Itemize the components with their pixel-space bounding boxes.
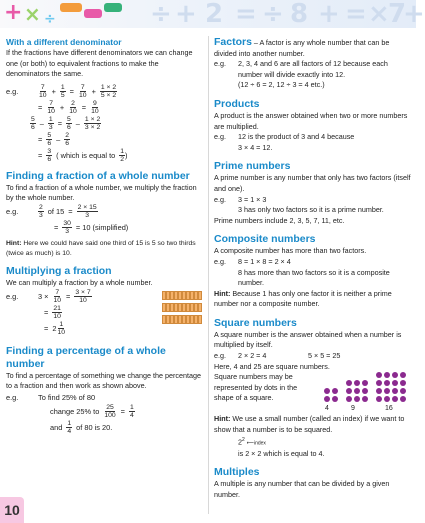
hint-text: We use a small number (called an index) if we want to show that a number is to be squared. xyxy=(214,414,405,434)
times-icon: × xyxy=(24,2,41,26)
square-dot xyxy=(400,380,406,386)
fraction: $\frac{1}{5}$ xyxy=(60,84,65,100)
square-dot xyxy=(376,396,382,402)
section-title-different-denominator: With a different denominator xyxy=(6,37,122,47)
tenth-cell xyxy=(198,303,202,312)
badge xyxy=(60,3,82,12)
square-dot xyxy=(324,388,330,394)
divide-icon: ÷ xyxy=(44,11,56,27)
eg-label: e.g. xyxy=(6,207,19,217)
index-exponent: 2 xyxy=(242,437,245,444)
section-title-multiples: Multiples xyxy=(214,466,260,479)
square-dot xyxy=(346,396,352,402)
square-example-text: 2 × 2 = 4 xyxy=(238,351,267,361)
paragraph: A product is the answer obtained when two or more numbers are multiplied. xyxy=(214,110,408,131)
square-dot xyxy=(376,372,382,378)
tenth-cell xyxy=(198,315,202,324)
left-column xyxy=(6,37,202,436)
hint-label: Hint: xyxy=(214,414,231,424)
paragraph: A composite number has more than two factors. xyxy=(214,246,367,256)
eg-label: e.g. xyxy=(6,393,19,403)
section-title-square: Square numbers xyxy=(214,316,297,329)
square-dot xyxy=(392,380,398,386)
composite-example-text: 8 = 1 × 8 = 2 × 4 xyxy=(238,256,291,266)
paragraph: If the fractions have different denominators we can change one (or both) to equivalent fractions to make the denominators the same. xyxy=(6,48,193,79)
fraction: $\frac{5}{6}$ xyxy=(47,132,52,148)
fraction: $\frac{5}{6}$ xyxy=(67,116,71,132)
maths-symbols-logo xyxy=(2,1,122,27)
square-dot xyxy=(332,396,338,402)
band-glyph: 2 xyxy=(205,0,224,29)
paragraph: A prime number is any number that only has two factors (itself and one). xyxy=(214,173,411,193)
primes-example xyxy=(214,195,414,216)
square-dot xyxy=(376,380,382,386)
index-example xyxy=(214,435,414,449)
square-dot xyxy=(354,396,360,402)
fraction: $\frac{7}{10}$ xyxy=(39,84,47,100)
fraction: $\frac{3 \times 7}{10}$ xyxy=(75,289,91,305)
square-dot xyxy=(362,396,368,402)
products-example xyxy=(214,132,414,153)
primes-example-text: 3 = 1 × 3 xyxy=(238,194,267,204)
square-dot xyxy=(384,396,390,402)
section-title-products: Products xyxy=(214,97,260,110)
band-glyph: + xyxy=(403,0,425,29)
eg-label: e.g. xyxy=(214,194,226,204)
hint-fraction xyxy=(6,239,202,259)
fraction: $\frac{21}{10}$ xyxy=(53,305,61,321)
page-number: 10 xyxy=(4,502,20,518)
square-dot xyxy=(354,388,360,394)
square-example xyxy=(214,351,414,362)
worked-example-multiply: e.g. 3 × $\frac{7}{10}$ = $\frac{3 \times 7}{10}$ = $\frac{21}{10}$ = 2 $\frac{1}{10}$ xyxy=(6,289,202,337)
square-dot xyxy=(400,372,406,378)
factors-example xyxy=(214,59,414,91)
fraction: $\frac{7}{10}$ xyxy=(53,289,62,305)
factors-example-text: (12 ÷ 6 = 2, 12 ÷ 3 = 4 etc.) xyxy=(238,80,325,90)
square-dot xyxy=(324,396,330,402)
square-dot xyxy=(384,380,390,386)
band-glyph: 7 xyxy=(388,0,407,29)
dot-label: 9 xyxy=(351,405,355,413)
square-dot xyxy=(332,388,338,394)
band-glyph: = xyxy=(345,0,367,29)
hint-text: Because 1 has only one factor it is neither a prime number nor a composite number. xyxy=(214,288,392,309)
fraction: $\frac{2}{6}$ xyxy=(65,132,70,148)
paragraph: A multiple is any number that can be divided by a given number. xyxy=(214,479,390,499)
band-glyph: = xyxy=(235,0,257,29)
factors-paragraph xyxy=(214,37,414,59)
section-title-fraction-of-whole: Finding a fraction of a whole number xyxy=(6,169,190,182)
fraction: $\frac{30}{3}$ xyxy=(63,220,71,236)
factors-example-text: 2, 3, 4 and 6 are all factors of 12 because each number will divide exactly into 12. xyxy=(238,59,388,79)
products-example-text: 12 is the product of 3 and 4 because xyxy=(238,132,355,142)
index-arrow: ⟵ xyxy=(246,440,254,447)
composite-example xyxy=(214,257,414,289)
index-example xyxy=(214,449,414,460)
square-dot xyxy=(392,396,398,402)
percentage-result: of 80 is 20. xyxy=(76,423,113,433)
dot-label: 16 xyxy=(385,405,393,413)
hint-square xyxy=(214,414,414,435)
band-glyph: + xyxy=(175,0,197,29)
eg-label: e.g. xyxy=(6,87,19,97)
badge xyxy=(84,9,102,18)
fraction: $\frac{1}{3}$ xyxy=(48,116,53,132)
dot-label: 4 xyxy=(325,405,329,413)
page-number-tab xyxy=(0,497,24,523)
paragraph: To find a percentage of something we change the percentage to a fraction and then work as shown above. xyxy=(6,370,201,391)
eg-label: e.g. xyxy=(214,59,226,69)
primes-example-text: 3 has only two factors so it is a prime number. xyxy=(238,205,384,215)
square-dots-description: Square numbers may be represented by dots in the shape of a square. xyxy=(214,372,298,403)
fraction: $\frac{7}{10}$ xyxy=(79,84,87,100)
fraction: $\frac{3}{6}$ xyxy=(47,148,52,164)
plus-icon: + xyxy=(4,0,23,25)
square-dot xyxy=(346,388,352,394)
fraction: $\frac{1}{2}$ xyxy=(120,148,125,164)
fraction: $\frac{1}{10}$ xyxy=(57,321,66,337)
square-dots-block xyxy=(214,372,414,414)
fraction: $\frac{1 \times 2}{5 \times 2}$ xyxy=(100,84,117,100)
fraction: $\frac{7}{10}$ xyxy=(47,100,55,116)
eg-label: e.g. xyxy=(214,256,226,266)
index-notation xyxy=(238,435,266,449)
paragraph: A square number is the answer obtained when a number is multiplied by itself. xyxy=(214,329,402,350)
factors-definition: – A factor is any whole number that can be divided into another number. xyxy=(214,38,390,58)
percentage-step: To find 25% of 80 xyxy=(38,393,96,403)
right-column xyxy=(214,37,414,500)
square-example-note: Here, 4 and 25 are square numbers. xyxy=(214,361,330,371)
fraction: $\frac{9}{10}$ xyxy=(91,100,99,116)
square-dot xyxy=(400,396,406,402)
section-title-factors: Factors xyxy=(214,36,252,48)
square-dot xyxy=(362,380,368,386)
worked-example-percentage: e.g. To find 25% of 80 change 25% to $\frac{25}{100}$ = $\frac{1}{4}$ and $\frac{1}{4}$ of 80 is 20. xyxy=(6,393,134,436)
band-glyph: ÷ xyxy=(262,0,284,29)
square-dot xyxy=(384,388,390,394)
header-band xyxy=(0,0,425,29)
fraction: $\frac{1 \times 2}{3 \times 2}$ xyxy=(84,116,101,132)
eg-label: e.g. xyxy=(6,292,19,302)
section-title-percentage: Finding a percentage of a whole number xyxy=(6,344,166,370)
hint-label: Hint: xyxy=(214,288,231,298)
fraction: $\frac{1}{4}$ xyxy=(67,420,72,436)
band-glyph: ÷ xyxy=(150,0,172,29)
band-glyph: + xyxy=(318,0,340,29)
section-title-composite: Composite numbers xyxy=(214,233,316,246)
fraction: $\frac{2}{3}$ xyxy=(39,204,43,220)
tenth-cell xyxy=(198,291,202,300)
square-example-text: 5 × 5 = 25 xyxy=(308,351,341,361)
hint-text: Here we could have said one third of 15 is 5 so two thirds (twice as much) is 10. xyxy=(6,239,196,257)
paragraph: To find a fraction of a whole number, we multiply the fraction by the whole number. xyxy=(6,182,197,203)
hint-label: Hint: xyxy=(6,239,22,247)
primes-list: Prime numbers include 2, 3, 5, 7, 11, etc. xyxy=(214,215,345,225)
paragraph: We can multiply a fraction by a whole number. xyxy=(6,277,153,287)
square-dot xyxy=(392,388,398,394)
column-divider xyxy=(208,36,209,514)
index-label: index xyxy=(253,440,266,447)
fraction: $\frac{1}{4}$ xyxy=(129,404,134,420)
square-dot xyxy=(384,372,390,378)
band-glyph: 8 xyxy=(290,0,309,29)
index-explanation: is 2 × 2 which is equal to 4. xyxy=(238,449,325,459)
square-dot xyxy=(392,372,398,378)
square-dot xyxy=(376,388,382,394)
eg-label: e.g. xyxy=(214,351,226,361)
hint-composite xyxy=(214,289,414,310)
index-base: 2 xyxy=(238,437,242,447)
square-dot xyxy=(346,380,352,386)
composite-example-text: 8 has more than two factors so it is a composite number. xyxy=(238,267,390,288)
badge xyxy=(104,3,122,12)
worked-example-addition: e.g. $\frac{7}{10}$ + $\frac{1}{5}$ = $\frac{7}{10}$ + $\frac{1 \times 2}{5 \times 2}$ = $\frac{7}{10}$ + $\frac{2}{10}$ = $\frac{9}{10}$ $\frac{5}{6}$ – $\frac{1}{3}$ = $\frac{5}{6}$ – $\frac{1 \times 2}{3 \times 2}$ = $\frac{5}{6}$ – $\frac{2}{6}$ = $\frac{3}{6}$ ( which is equal to $\frac{1}{2}$ ) xyxy=(6,84,128,164)
simplified-result: = 10 (simplified) xyxy=(75,223,129,233)
fraction: $\frac{25}{100}$ xyxy=(104,404,116,420)
fraction: $\frac{2 \times 15}{3}$ xyxy=(77,204,97,220)
percentage-step: change 25% to xyxy=(50,407,100,417)
square-dot xyxy=(362,388,368,394)
band-glyph: × xyxy=(368,0,390,29)
square-dots-diagram xyxy=(314,372,414,414)
fraction: $\frac{2}{10}$ xyxy=(69,100,77,116)
products-example-text: 3 × 4 = 12. xyxy=(238,142,273,152)
square-dot xyxy=(400,388,406,394)
square-dot xyxy=(354,380,360,386)
eg-label: e.g. xyxy=(214,132,226,142)
section-title-multiplying-fraction: Multiplying a fraction xyxy=(6,264,112,277)
fraction: $\frac{5}{6}$ xyxy=(31,116,35,132)
section-title-prime: Prime numbers xyxy=(214,160,291,173)
worked-example-fraction-of: e.g. $\frac{2}{3}$ of 15 = $\frac{2 \times 15}{3}$ = $\frac{30}{3}$ = 10 (simplified) xyxy=(6,204,129,236)
